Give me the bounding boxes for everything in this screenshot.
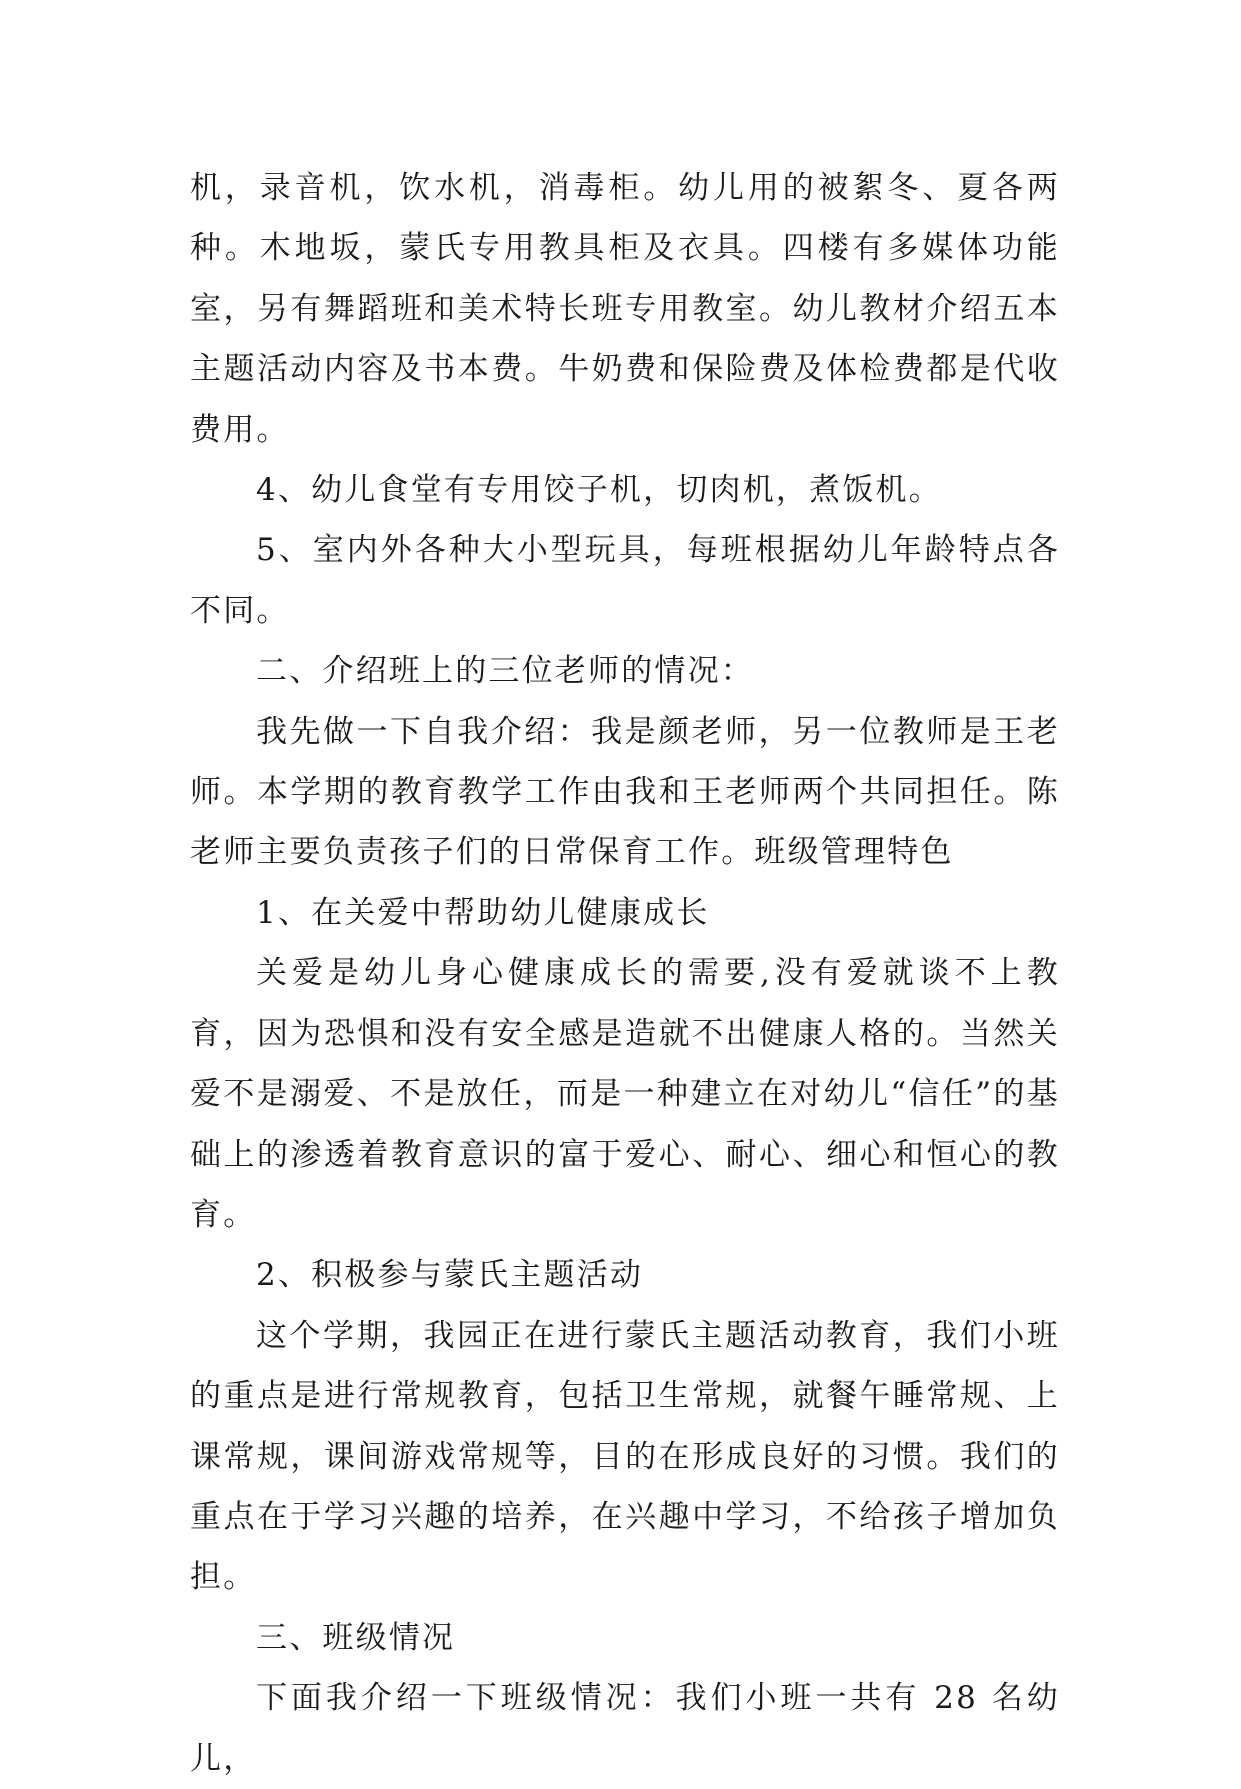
paragraph-class-intro: 下面我介绍一下班级情况：我们小班一共有 28 名幼儿， xyxy=(190,1680,1060,1777)
paragraph-item-5-toys: 5、室内外各种大小型玩具，每班根据幼儿年龄特点各不同。 xyxy=(190,532,1060,629)
paragraph-item-4-kitchen: 4、幼儿食堂有专用饺子机，切肉机，煮饭机。 xyxy=(256,472,942,509)
section-heading-class: 三、班级情况 xyxy=(256,1619,456,1656)
subheading-montessori: 2、积极参与蒙氏主题活动 xyxy=(256,1257,644,1294)
paragraph-facilities-continued: 机，录音机，饮水机，消毒柜。幼儿用的被絮冬、夏各两种。木地坂，蒙氏专用教具柜及衣具。四楼有多媒体功能室，另有舞蹈班和美术特长班专用教室。幼儿教材介绍五本主题活动内容及书本费。牛奶费和保险费及体检费都是代收费用。 xyxy=(190,170,1060,448)
paragraph-montessori: 这个学期，我园正在进行蒙氏主题活动教育，我们小班的重点是进行常规教育，包括卫生常规，就餐午睡常规、上课常规，课间游戏常规等，目的在形成良好的习惯。我们的重点在于学习兴趣的培养，在兴趣中学习，不给孩子增加负担。 xyxy=(190,1317,1060,1596)
document-body xyxy=(190,158,1060,1789)
subheading-care: 1、在关爱中帮助幼儿健康成长 xyxy=(256,894,710,931)
paragraph-care: 关爱是幼儿身心健康成长的需要,没有爱就谈不上教育，因为恐惧和没有安全感是造就不出健康人格的。当然关爱不是溺爱、不是放任，而是一种建立在对幼儿“信任”的基础上的渗透着教育意识的富于爱心、耐心、细心和恒心的教育。 xyxy=(190,955,1060,1233)
section-heading-teachers: 二、介绍班上的三位老师的情况： xyxy=(256,653,754,690)
paragraph-teacher-intro: 我先做一下自我介绍：我是颜老师，另一位教师是王老师。本学期的教育教学工作由我和王老师两个共同担任。陈老师主要负责孩子们的日常保育工作。班级管理特色 xyxy=(190,713,1060,871)
